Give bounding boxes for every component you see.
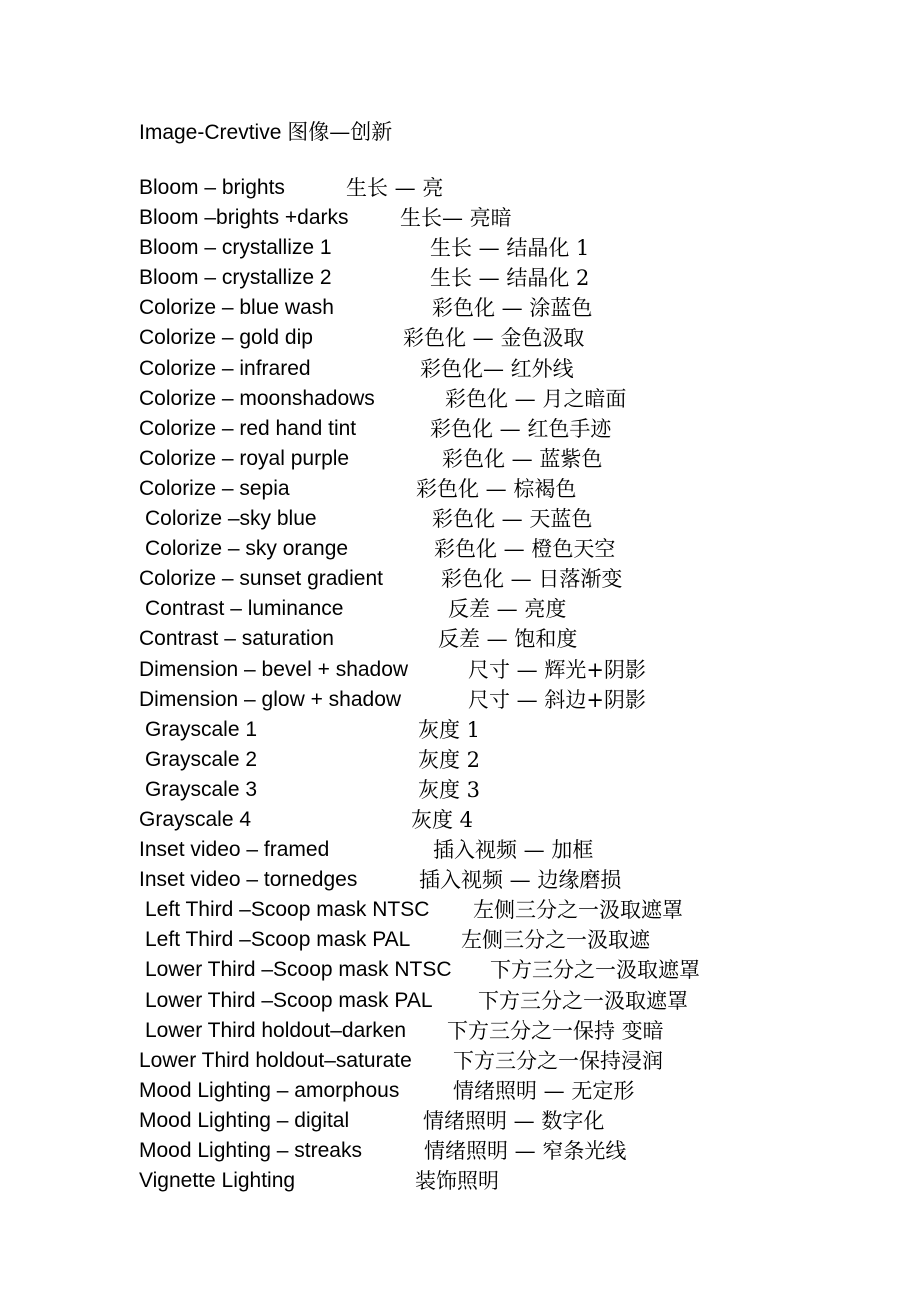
- entry-cn: 灰度 1: [418, 717, 481, 742]
- entry-en: Contrast – saturation: [139, 627, 334, 651]
- entry-en: Bloom – crystallize 2: [139, 266, 332, 290]
- document-title-en: Image-Crevtive: [139, 121, 282, 144]
- entry-cn: 情绪照明 — 数字化: [423, 1108, 605, 1133]
- entry-en: Grayscale 2: [145, 747, 258, 771]
- entry-cn: 生长 — 结晶化 2: [430, 266, 590, 291]
- entry-row: [0, 1166, 920, 1196]
- entry-en: Lower Third –Scoop mask NTSC: [145, 958, 452, 982]
- entry-row: [0, 354, 920, 384]
- entry-cn: 生长 — 亮: [346, 176, 444, 200]
- entry-en: Left Third –Scoop mask NTSC: [145, 898, 430, 922]
- entry-row: [0, 1016, 920, 1046]
- entry-cn: 彩色化 — 橙色天空: [434, 537, 616, 562]
- entry-en: Lower Third holdout–saturate: [139, 1048, 412, 1072]
- entry-row: [0, 474, 920, 504]
- entry-cn: 反差 — 饱和度: [438, 627, 578, 652]
- entry-row: [0, 986, 920, 1016]
- entry-cn: 情绪照明 — 窄条光线: [424, 1139, 627, 1163]
- entry-cn: 下方三分之一汲取遮罩: [490, 958, 700, 983]
- entry-en: Mood Lighting – streaks: [139, 1139, 362, 1162]
- entry-row: [0, 1076, 920, 1106]
- entry-en: Colorize – sepia: [139, 476, 290, 500]
- entry-cn: 彩色化 — 日落渐变: [441, 567, 623, 592]
- entry-row: [0, 1106, 920, 1136]
- entry-row: [0, 624, 920, 654]
- document-title: [139, 117, 392, 148]
- entry-en: Contrast – luminance: [145, 597, 344, 621]
- entry-en: Bloom – brights: [139, 176, 285, 199]
- entry-cn: 彩色化 — 蓝紫色: [442, 446, 603, 471]
- entry-row: [0, 715, 920, 745]
- document-title-cn: 图像—创新: [287, 120, 393, 144]
- entry-cn: 生长— 亮暗: [400, 206, 512, 231]
- entry-cn: 左侧三分之一汲取遮罩: [473, 898, 683, 923]
- entry-en: Colorize – gold dip: [139, 326, 313, 350]
- entry-row: [0, 323, 920, 353]
- entry-row: [0, 173, 920, 203]
- entry-row: [0, 685, 920, 715]
- entry-row: [0, 534, 920, 564]
- entry-row: [0, 1046, 920, 1076]
- entry-row: [0, 895, 920, 925]
- entry-en: Mood Lighting – amorphous: [139, 1078, 400, 1102]
- entry-row: [0, 504, 920, 534]
- entry-row: [0, 444, 920, 474]
- entry-list: [0, 173, 920, 1196]
- entry-row: [0, 414, 920, 444]
- entry-cn: 灰度 3: [418, 777, 481, 802]
- entry-cn: 彩色化 — 月之暗面: [445, 386, 627, 411]
- entry-en: Vignette Lighting: [139, 1169, 296, 1193]
- entry-row: [0, 564, 920, 594]
- entry-cn: 灰度 4: [411, 807, 474, 832]
- entry-en: Colorize – infrared: [139, 356, 311, 380]
- entry-row: [0, 925, 920, 955]
- entry-row: [0, 835, 920, 865]
- entry-row: [0, 865, 920, 895]
- entry-cn: 彩色化 — 涂蓝色: [432, 296, 593, 321]
- entry-cn: 情绪照明 — 无定形: [453, 1078, 635, 1103]
- entry-en: Colorize – red hand tint: [139, 416, 357, 440]
- entry-en: Inset video – framed: [139, 838, 330, 862]
- entry-cn: 彩色化 — 金色汲取: [403, 326, 585, 351]
- entry-cn: 装饰照明: [415, 1169, 499, 1194]
- entry-en: Left Third –Scoop mask PAL: [145, 928, 411, 952]
- entry-en: Colorize – royal purple: [139, 446, 350, 470]
- entry-cn: 彩色化 — 天蓝色: [432, 507, 593, 532]
- entry-row: [0, 293, 920, 323]
- entry-en: Colorize –sky blue: [145, 507, 317, 531]
- entry-cn: 彩色化 — 棕褐色: [416, 476, 577, 501]
- entry-cn: 灰度 2: [418, 747, 481, 772]
- entry-cn: 插入视频 — 边缘磨损: [419, 868, 622, 893]
- entry-cn: 彩色化 — 红色手迹: [430, 416, 612, 441]
- entry-en: Grayscale 3: [145, 777, 258, 801]
- entry-en: Grayscale 4: [139, 807, 252, 831]
- entry-en: Lower Third holdout–darken: [145, 1018, 407, 1042]
- entry-en: Colorize – sunset gradient: [139, 567, 383, 591]
- entry-en: Bloom – crystallize 1: [139, 236, 332, 260]
- entry-en: Inset video – tornedges: [139, 868, 358, 892]
- entry-cn: 下方三分之一保持浸润: [453, 1048, 663, 1073]
- entry-cn: 插入视频 — 加框: [433, 838, 594, 863]
- entry-row: [0, 233, 920, 263]
- entry-cn: 反差 — 亮度: [448, 597, 567, 622]
- entry-en: Mood Lighting – digital: [139, 1108, 350, 1132]
- entry-en: Bloom –brights +darks: [139, 206, 349, 230]
- entry-cn: 生长 — 结晶化 1: [430, 236, 590, 261]
- entry-en: Dimension – glow + shadow: [139, 687, 402, 711]
- entry-row: [0, 384, 920, 414]
- entry-cn: 尺寸 — 斜边+阴影: [468, 687, 646, 712]
- entry-cn: 左侧三分之一汲取遮: [461, 928, 650, 953]
- entry-en: Colorize – sky orange: [145, 537, 349, 561]
- entry-row: [0, 745, 920, 775]
- entry-row: [0, 955, 920, 985]
- entry-cn: 下方三分之一汲取遮罩: [478, 988, 688, 1013]
- entry-row: [0, 1136, 920, 1166]
- entry-en: Grayscale 1: [145, 717, 258, 741]
- entry-row: [0, 655, 920, 685]
- entry-cn: 下方三分之一保持 变暗: [447, 1018, 664, 1043]
- entry-en: Colorize – blue wash: [139, 296, 334, 320]
- entry-en: Dimension – bevel + shadow: [139, 657, 409, 681]
- entry-en: Lower Third –Scoop mask PAL: [145, 988, 433, 1012]
- entry-row: [0, 805, 920, 835]
- entry-cn: 彩色化— 红外线: [420, 356, 574, 381]
- entry-row: [0, 775, 920, 805]
- entry-row: [0, 203, 920, 233]
- entry-row: [0, 263, 920, 293]
- entry-en: Colorize – moonshadows: [139, 386, 375, 410]
- entry-cn: 尺寸 — 辉光+阴影: [468, 657, 646, 682]
- entry-row: [0, 594, 920, 624]
